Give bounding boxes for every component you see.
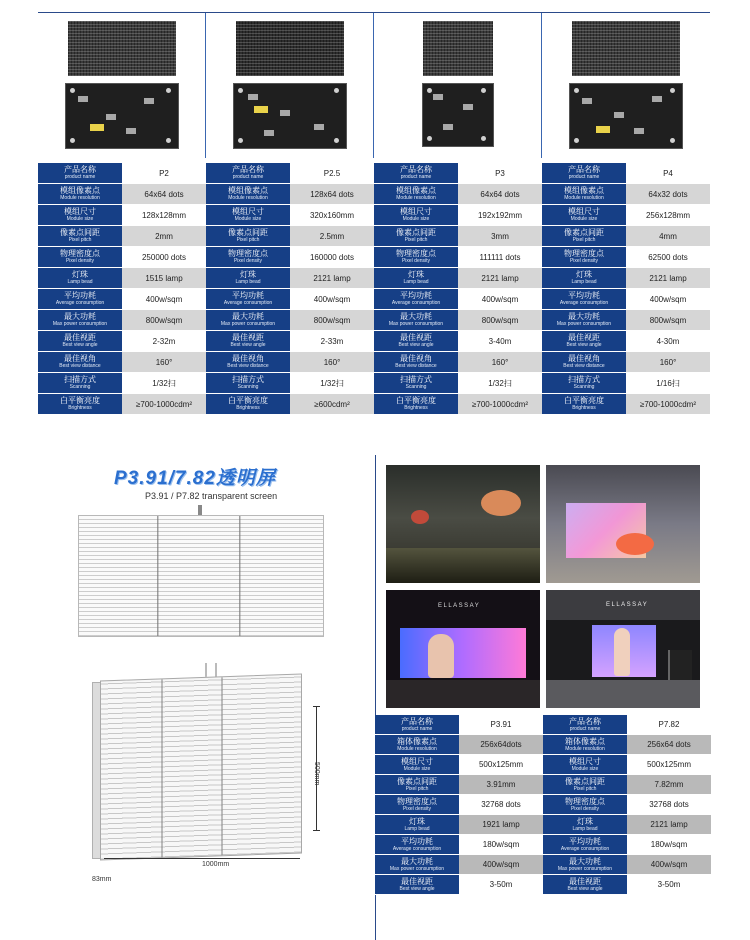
led-module-back (422, 83, 494, 147)
spec-label (206, 205, 290, 226)
spec-label-en: Best view angle (566, 342, 602, 348)
spec-label-cn: 灯珠 (408, 270, 424, 279)
spec-label (542, 310, 626, 331)
spec-label-cn: 模组像素点 (564, 186, 604, 195)
spec-label-cn: 像素点间距 (396, 228, 436, 237)
spec-label-en: Module size (234, 216, 262, 222)
spec-value: 800w/sqm (290, 310, 374, 331)
spec-value: 256x128mm (626, 205, 710, 226)
spec-label-en: Scanning (405, 384, 427, 390)
spec-label-cn: 白平衡亮度 (564, 396, 604, 405)
spec-label-en: Max power consumption (220, 321, 276, 327)
spec-label (542, 352, 626, 373)
spec-label-en: product name (569, 725, 601, 732)
spec-label-cn: 产品名称 (64, 165, 96, 174)
spec-label (206, 352, 290, 373)
spec-label (543, 755, 627, 775)
led-module-back (233, 83, 347, 149)
spec-value: 2121 lamp (458, 268, 542, 289)
spec-label-en: Module size (570, 216, 598, 222)
spec-label-en: Lamp bead (403, 279, 429, 285)
spec-label (38, 352, 122, 373)
transparent-screen-subtitle: P3.91 / P7.82 transparent screen (145, 491, 278, 501)
spec-label (374, 289, 458, 310)
spec-label-en: Average consumption (55, 300, 105, 306)
spec-label-en: Brightness (572, 405, 596, 411)
spec-label-en: Average consumption (559, 300, 609, 306)
spec-value: 400w/sqm (459, 855, 543, 875)
spec-label (206, 247, 290, 268)
spec-label (206, 394, 290, 415)
spec-value: 2121 lamp (626, 268, 710, 289)
spec-label-cn: 最大功耗 (400, 312, 432, 321)
spec-label (38, 163, 122, 184)
spec-label-cn: 最大功耗 (568, 312, 600, 321)
spec-label-en: Pixel pitch (68, 237, 92, 243)
spec-table (206, 163, 374, 415)
spec-value: 64x32 dots (626, 184, 710, 205)
spec-value: 4-30m (626, 331, 710, 352)
spec-label-en: Module size (66, 216, 94, 222)
spec-label-cn: 产品名称 (568, 165, 600, 174)
spec-label-en: Lamp bead (404, 825, 430, 832)
spec-label-en: Best view angle (567, 885, 603, 892)
spec-label-en: Lamp bead (235, 279, 261, 285)
spec-value: 2-32m (122, 331, 206, 352)
spec-value: 2121 lamp (290, 268, 374, 289)
spec-label-en: Pixel pitch (572, 237, 596, 243)
side-dimension-label: 83mm (92, 876, 112, 883)
spec-label (374, 310, 458, 331)
spec-label-en: Module size (571, 765, 599, 772)
spec-label-en: Pixel density (401, 258, 431, 264)
spec-label-cn: 最佳视距 (232, 333, 264, 342)
spec-label-cn: 产品名称 (400, 165, 432, 174)
spec-label-cn: 灯珠 (576, 270, 592, 279)
spec-label (375, 735, 459, 755)
spec-label (375, 755, 459, 775)
spec-value: ≥700-1000cdm² (626, 394, 710, 415)
spec-value: 1/32扫 (122, 373, 206, 394)
spec-label-cn: 像素点间距 (564, 228, 604, 237)
spec-label-cn: 最大功耗 (232, 312, 264, 321)
spec-label-cn: 平均功耗 (569, 836, 601, 846)
spec-label (206, 373, 290, 394)
spec-label (542, 226, 626, 247)
spec-label-cn: 像素点间距 (228, 228, 268, 237)
spec-value: 1/32扫 (290, 373, 374, 394)
spec-value: P2.5 (290, 163, 374, 184)
spec-label (543, 875, 627, 895)
spec-label-en: product name (400, 174, 432, 180)
spec-label-en: Pixel pitch (404, 237, 428, 243)
spec-label (206, 268, 290, 289)
spec-value: 2mm (122, 226, 206, 247)
spec-label-en: Module resolution (60, 195, 100, 201)
spec-value: 180w/sqm (627, 835, 711, 855)
spec-label-en: Pixel pitch (573, 785, 597, 792)
spec-label (374, 373, 458, 394)
spec-label-en: Max power consumption (388, 321, 444, 327)
spec-label-cn: 像素点间距 (60, 228, 100, 237)
spec-label (542, 184, 626, 205)
spec-value: 400w/sqm (122, 289, 206, 310)
spec-label-cn: 像素点间距 (565, 776, 605, 786)
spec-label-en: Max power consumption (557, 865, 613, 872)
spec-value: 2-33m (290, 331, 374, 352)
spec-label-cn: 像素点间距 (397, 776, 437, 786)
spec-label-en: product name (568, 174, 600, 180)
spec-label-cn: 最大功耗 (64, 312, 96, 321)
spec-label (374, 331, 458, 352)
spec-label-en: Brightness (404, 405, 428, 411)
spec-value: 500x125mm (459, 755, 543, 775)
spec-label-en: product name (64, 174, 96, 180)
spec-label-cn: 模组尺寸 (64, 207, 96, 216)
spec-label-cn: 物理密度点 (396, 249, 436, 258)
spec-label-cn: 白平衡亮度 (228, 396, 268, 405)
spec-label (543, 715, 627, 735)
spec-value: 400w/sqm (626, 289, 710, 310)
spec-value: 128x128mm (122, 205, 206, 226)
spec-value: P4 (626, 163, 710, 184)
spec-value: 192x192mm (458, 205, 542, 226)
spec-label-cn: 最佳视角 (400, 354, 432, 363)
spec-value: 160° (290, 352, 374, 373)
spec-label (206, 289, 290, 310)
spec-value: 32768 dots (459, 795, 543, 815)
spec-label (374, 205, 458, 226)
spec-label-en: Average consumption (391, 300, 441, 306)
spec-label-en: Pixel density (569, 258, 599, 264)
spec-label-cn: 最佳视距 (400, 333, 432, 342)
spec-value: 400w/sqm (458, 289, 542, 310)
spec-label (542, 331, 626, 352)
spec-value: 1/32扫 (458, 373, 542, 394)
spec-label (374, 163, 458, 184)
product-image-p3 (374, 13, 541, 158)
spec-label-cn: 物理密度点 (565, 796, 605, 806)
spec-label-en: Average consumption (392, 845, 442, 852)
spec-value: 256x64dots (459, 735, 543, 755)
spec-label-en: Lamp bead (571, 279, 597, 285)
spec-label-en: Best view distance (59, 363, 101, 369)
spec-label-en: Module resolution (564, 195, 604, 201)
spec-label-en: Max power consumption (556, 321, 612, 327)
spec-value: 160° (626, 352, 710, 373)
spec-label (206, 331, 290, 352)
spec-value: ≥700-1000cdm² (458, 394, 542, 415)
spec-label-en: Best view distance (563, 363, 605, 369)
spec-value: P2 (122, 163, 206, 184)
led-module-front (572, 21, 680, 76)
spec-label-en: product name (232, 174, 264, 180)
width-dimension-line (104, 858, 300, 859)
spec-label (38, 373, 122, 394)
spec-label-cn: 物理密度点 (60, 249, 100, 258)
spec-label (374, 247, 458, 268)
spec-label-cn: 灯珠 (577, 816, 593, 826)
spec-label-cn: 最佳视角 (568, 354, 600, 363)
spec-value: 7.82mm (627, 775, 711, 795)
spec-value: 160° (122, 352, 206, 373)
spec-label (375, 875, 459, 895)
spec-label (375, 835, 459, 855)
spec-value: 160° (458, 352, 542, 373)
installation-photo (386, 590, 540, 708)
spec-label (542, 373, 626, 394)
spec-label-cn: 最佳视距 (401, 876, 433, 886)
store-sign: ELLASSAY (438, 603, 481, 609)
spec-label (38, 394, 122, 415)
spec-value: 3-50m (627, 875, 711, 895)
spec-label-cn: 模组尺寸 (568, 207, 600, 216)
led-module-front (236, 21, 344, 76)
spec-label-cn: 最大功耗 (569, 856, 601, 866)
spec-label-cn: 最佳视距 (64, 333, 96, 342)
spec-value: 1515 lamp (122, 268, 206, 289)
spec-label (374, 352, 458, 373)
spec-value: 111111 dots (458, 247, 542, 268)
installation-photo (546, 590, 700, 708)
spec-label (543, 835, 627, 855)
spec-value: ≥600cdm² (290, 394, 374, 415)
spec-label-en: Pixel density (402, 805, 432, 812)
spec-label (206, 310, 290, 331)
spec-label (542, 247, 626, 268)
height-dimension-label: 500mm (313, 762, 320, 786)
spec-value: 2.5mm (290, 226, 374, 247)
spec-label-cn: 白平衡亮度 (396, 396, 436, 405)
spec-value: 800w/sqm (458, 310, 542, 331)
spec-value: 3-40m (458, 331, 542, 352)
spec-label-cn: 模组尺寸 (232, 207, 264, 216)
spec-value: 800w/sqm (122, 310, 206, 331)
spec-label-en: Max power consumption (389, 865, 445, 872)
spec-label-en: Average consumption (560, 845, 610, 852)
spec-label (375, 715, 459, 735)
spec-value: 62500 dots (626, 247, 710, 268)
spec-label-cn: 物理密度点 (228, 249, 268, 258)
spec-label-cn: 扫描方式 (400, 375, 432, 384)
spec-label-en: Module resolution (228, 195, 268, 201)
spec-label-cn: 模组尺寸 (569, 756, 601, 766)
spec-value: 180w/sqm (459, 835, 543, 855)
spec-label-cn: 灯珠 (72, 270, 88, 279)
spec-label-cn: 模组像素点 (396, 186, 436, 195)
store-sign: ELLASSAY (606, 602, 649, 608)
led-module-front (68, 21, 176, 76)
spec-label-en: Lamp bead (67, 279, 93, 285)
transparent-screen-front-view (78, 515, 324, 637)
spec-value: 160000 dots (290, 247, 374, 268)
spec-label (38, 226, 122, 247)
spec-label-cn: 平均功耗 (232, 291, 264, 300)
spec-value: 1/16扫 (626, 373, 710, 394)
spec-label (542, 289, 626, 310)
product-image-p4 (542, 13, 710, 158)
spec-label-en: Pixel pitch (236, 237, 260, 243)
spec-label (374, 394, 458, 415)
spec-label-en: Module resolution (565, 745, 605, 752)
spec-label-cn: 平均功耗 (568, 291, 600, 300)
spec-label-en: Best view angle (62, 342, 98, 348)
spec-value: 320x160mm (290, 205, 374, 226)
spec-label (38, 331, 122, 352)
spec-label-en: Module size (402, 216, 430, 222)
spec-label-cn: 灯珠 (240, 270, 256, 279)
spec-label-cn: 最佳视角 (232, 354, 264, 363)
spec-label (38, 310, 122, 331)
spec-label-en: Best view distance (395, 363, 437, 369)
spec-value: 4mm (626, 226, 710, 247)
spec-label (542, 163, 626, 184)
spec-label (543, 815, 627, 835)
spec-label (542, 394, 626, 415)
spec-label-en: Brightness (236, 405, 260, 411)
spec-table (38, 163, 206, 415)
spec-value: 3.91mm (459, 775, 543, 795)
spec-label-en: Module resolution (397, 745, 437, 752)
spec-value: 3mm (458, 226, 542, 247)
transparent-screen-perspective-view (100, 673, 302, 860)
installation-photo (546, 465, 700, 583)
spec-label (206, 184, 290, 205)
spec-label (543, 775, 627, 795)
spec-label-cn: 扫描方式 (568, 375, 600, 384)
spec-label-en: Scanning (69, 384, 91, 390)
spec-label-cn: 模组尺寸 (400, 207, 432, 216)
spec-label-cn: 模组像素点 (228, 186, 268, 195)
spec-value: 2121 lamp (627, 815, 711, 835)
spec-label-en: Brightness (68, 405, 92, 411)
spec-label (374, 184, 458, 205)
spec-label-cn: 箱体像素点 (565, 736, 605, 746)
spec-value: 400w/sqm (627, 855, 711, 875)
spec-label-cn: 产品名称 (232, 165, 264, 174)
led-module-back (65, 83, 179, 149)
spec-label-cn: 产品名称 (401, 716, 433, 726)
spec-label (374, 268, 458, 289)
spec-table (542, 163, 710, 415)
spec-label (38, 205, 122, 226)
spec-label-en: Max power consumption (52, 321, 108, 327)
spec-value: 800w/sqm (626, 310, 710, 331)
spec-value: 256x64 dots (627, 735, 711, 755)
spec-label-en: Scanning (573, 384, 595, 390)
spec-value: 128x64 dots (290, 184, 374, 205)
spec-label-cn: 平均功耗 (401, 836, 433, 846)
spec-value: 3-50m (459, 875, 543, 895)
spec-label (38, 184, 122, 205)
spec-label-en: Pixel density (65, 258, 95, 264)
spec-value: ≥700-1000cdm² (122, 394, 206, 415)
spec-label (38, 268, 122, 289)
spec-label-cn: 模组像素点 (60, 186, 100, 195)
product-image-p2-5 (206, 13, 373, 158)
spec-label (38, 247, 122, 268)
spec-value: P3 (458, 163, 542, 184)
spec-label (206, 226, 290, 247)
spec-table (375, 715, 543, 895)
spec-label-en: Best view distance (227, 363, 269, 369)
spec-label-cn: 最大功耗 (401, 856, 433, 866)
spec-value: 1921 lamp (459, 815, 543, 835)
spec-label-cn: 物理密度点 (397, 796, 437, 806)
spec-label-en: Best view angle (399, 885, 435, 892)
spec-table (374, 163, 542, 415)
spec-label-cn: 最佳视角 (64, 354, 96, 363)
transparent-screen-title: P3.91/7.82透明屏 (114, 468, 276, 489)
spec-label (375, 775, 459, 795)
installation-photo (386, 465, 540, 583)
width-dimension-label: 1000mm (202, 861, 230, 868)
spec-value: 400w/sqm (290, 289, 374, 310)
spec-label-cn: 最佳视距 (569, 876, 601, 886)
spec-label-cn: 模组尺寸 (401, 756, 433, 766)
spec-value: 64x64 dots (458, 184, 542, 205)
spec-label-cn: 白平衡亮度 (60, 396, 100, 405)
spec-label-en: product name (401, 725, 433, 732)
spec-value: P3.91 (459, 715, 543, 735)
spec-label-cn: 产品名称 (569, 716, 601, 726)
spec-label (542, 268, 626, 289)
spec-value: 500x125mm (627, 755, 711, 775)
spec-label (543, 795, 627, 815)
spec-value: 64x64 dots (122, 184, 206, 205)
spec-label-en: Pixel density (233, 258, 263, 264)
spec-label-en: Module size (403, 765, 431, 772)
spec-label-en: Pixel pitch (405, 785, 429, 792)
spec-label (38, 289, 122, 310)
spec-label-en: Lamp bead (572, 825, 598, 832)
spec-label (375, 855, 459, 875)
spec-table (543, 715, 711, 895)
spec-label-cn: 平均功耗 (400, 291, 432, 300)
spec-label (542, 205, 626, 226)
spec-label-en: Best view angle (398, 342, 434, 348)
spec-label (543, 855, 627, 875)
spec-label-en: Best view angle (230, 342, 266, 348)
spec-label-cn: 灯珠 (409, 816, 425, 826)
led-module-front (423, 21, 493, 76)
spec-label (543, 735, 627, 755)
spec-value: 32768 dots (627, 795, 711, 815)
spec-label-en: Average consumption (223, 300, 273, 306)
spec-label-cn: 扫描方式 (232, 375, 264, 384)
product-image-p2 (38, 13, 205, 158)
spec-value: P7.82 (627, 715, 711, 735)
spec-label-cn: 扫描方式 (64, 375, 96, 384)
spec-label-cn: 箱体像素点 (397, 736, 437, 746)
spec-label-cn: 平均功耗 (64, 291, 96, 300)
spec-label (206, 163, 290, 184)
spec-value: 250000 dots (122, 247, 206, 268)
led-module-back (569, 83, 683, 149)
spec-label-en: Pixel density (570, 805, 600, 812)
spec-label-en: Scanning (237, 384, 259, 390)
spec-label-en: Module resolution (396, 195, 436, 201)
spec-label (375, 815, 459, 835)
spec-label-cn: 物理密度点 (564, 249, 604, 258)
spec-label (375, 795, 459, 815)
spec-label-cn: 最佳视距 (568, 333, 600, 342)
spec-label (374, 226, 458, 247)
